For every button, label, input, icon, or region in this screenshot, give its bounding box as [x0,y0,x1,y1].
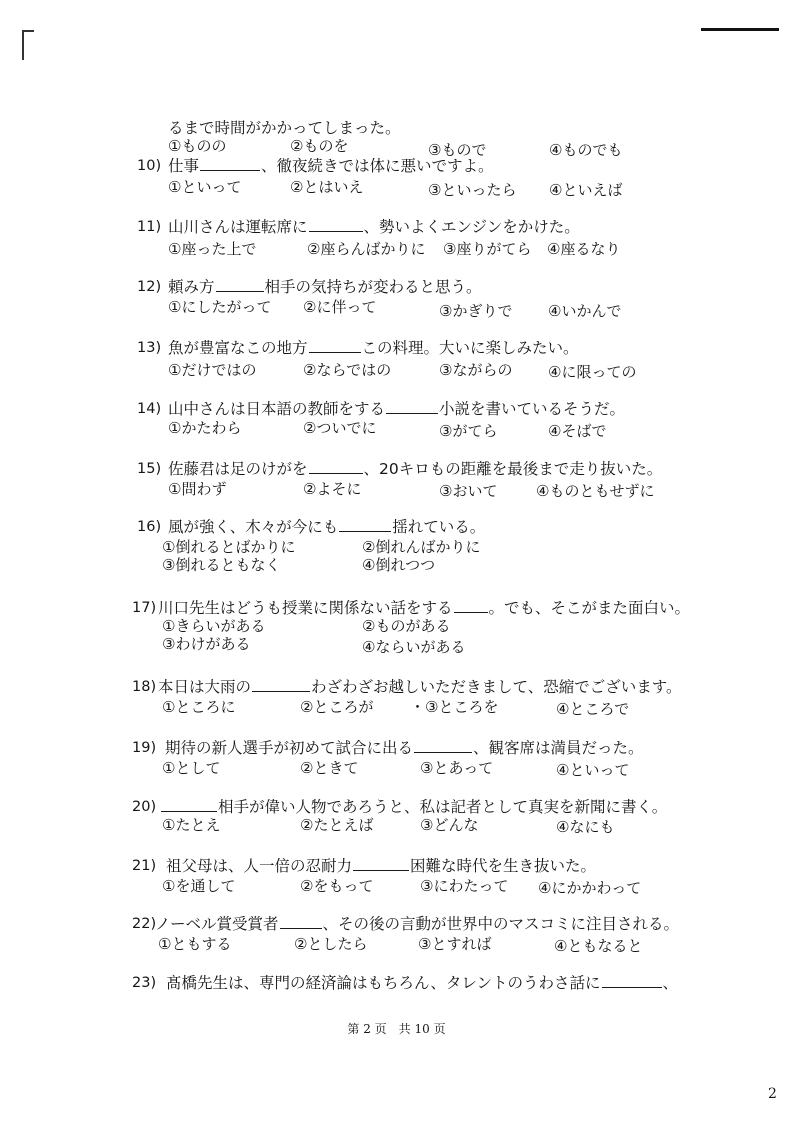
option-2: ②とはいえ [290,178,364,196]
question-stem: 山川さんは運転席に 、勢いよくエンジンをかけた。 [168,218,580,236]
answer-blank [216,277,264,292]
page-footer: 第 2 页 共 10 页 [347,1022,446,1036]
option-1: ①座った上で [168,240,257,258]
question-number: 13) [137,340,162,356]
question-stem: 風が強く、木々が今にも 揺れている。 [168,518,486,536]
option-3: ③にわたって [420,877,509,895]
question-number: 16) [137,519,162,535]
option-2: ②ときて [300,759,359,777]
question-stem: 頼み方 相手の気持ちが変わると思う。 [168,278,482,296]
question-number: 14) [137,401,162,417]
option-1: ①として [162,759,221,777]
answer-blank [280,914,322,929]
question-number: 23) [132,975,157,991]
question-stem: 魚が豊富なこの地方 この料理。大いに楽しみたい。 [168,339,579,357]
option-4: ④ならいがある [362,638,466,656]
question-number: 17) [132,600,157,616]
answer-blank [339,517,391,532]
option-3: ③おいて [439,482,498,500]
option-4: ④に限っての [548,363,637,381]
question-stem: 山中さんは日本語の教師をする 小説を書いているそうだ。 [168,400,626,418]
option-3: ③座りがてら [443,240,532,258]
option-4: ④ものともせずに [536,482,655,500]
option-3: ③といったら [428,181,517,199]
option-1: ①といって [168,178,242,196]
option-2: ②に伴って [303,298,377,316]
question-number: 21) [132,858,157,874]
option-2: ②ものを [290,137,349,155]
option-3: ③とあって [420,759,494,777]
question-stem: 仕事 、徹夜続きでは体に悪いですよ。 [168,157,494,175]
question-stem: ノーベル賞受賞者 、その後の言動が世界中のマスコミに注目される。 [155,915,680,933]
option-2: ②よそに [303,480,362,498]
question-stem: 本日は大雨の わざわざお越しいただきまして、恐縮でございます。 [158,678,682,696]
header-rule [701,28,779,31]
option-4: ④そばで [548,422,607,440]
question-number: 10) [137,158,162,174]
answer-blank [309,459,363,474]
answer-blank [309,217,363,232]
option-1: ①たとえ [162,816,221,834]
answer-blank [454,598,488,613]
option-2: ②ものがある [362,617,451,635]
answer-blank [414,738,472,753]
option-2: ②ところが [300,698,374,716]
answer-blank [353,856,409,871]
option-3: ③がてら [439,422,498,440]
question-number: 11) [137,219,162,235]
option-1: ①を通して [162,877,236,895]
question-number: 19) [132,740,157,756]
option-3: ③かぎりで [439,302,513,320]
option-1: ①倒れるとばかりに [162,538,296,556]
option-3: ③倒れるともなく [162,556,281,574]
option-3: ③もので [428,141,487,159]
option-1: ①にしたがって [168,298,272,316]
option-2: ②たとえば [300,816,374,834]
option-2: ②ならではの [303,361,392,379]
question-stem: 髙橋先生は、専門の経済論はもちろん、タレントのうわさ話に 、 [166,974,679,992]
question-stem: 川口先生はどうも授業に関係ない話をする 。でも、そこがまた面白い。 [158,599,691,617]
question-stem: 佐藤君は足のけがを 、20キロもの距離を最後まで走り抜いた。 [168,460,663,478]
option-3: ③とすれば [418,935,492,953]
answer-blank [200,156,260,171]
question-stem: 期待の新人選手が初めて試合に出る 、観客席は満員だった。 [165,739,644,757]
corner-page-number: 2 [768,1086,777,1102]
option-4: ④ところで [556,700,630,718]
option-3: ③どんな [420,816,479,834]
question-number: 18) [132,679,157,695]
option-2: ②倒れんばかりに [362,538,481,556]
crop-mark [22,30,24,60]
question-stem: 祖父母は、人一倍の忍耐力 困難な時代を生き抜いた。 [166,857,597,875]
answer-blank [386,399,438,414]
option-1: ①ともする [158,935,232,953]
option-2: ②をもって [300,877,374,895]
option-4: ④倒れつつ [362,556,436,574]
option-1: ①かたわら [168,419,242,437]
option-3: ・③ところを [410,698,499,716]
option-2: ②ついでに [303,419,377,437]
answer-blank [309,338,361,353]
question-stem: るまで時間がかかってしまった。 [168,119,401,137]
option-4: ④いかんで [548,302,622,320]
answer-blank [602,973,662,988]
question-number: 12) [137,279,162,295]
answer-blank [252,677,310,692]
option-4: ④ものでも [549,141,623,159]
question-number: 22) [132,916,157,932]
option-1: ①だけではの [168,361,257,379]
option-1: ①ところに [162,698,236,716]
option-4: ④なにも [556,818,615,836]
option-4: ④といえば [549,181,623,199]
option-4: ④にかかわって [538,879,642,897]
option-1: ①ものの [168,137,227,155]
option-1: ①問わず [168,480,227,498]
question-number: 20) [132,799,157,815]
option-4: ④ともなると [554,937,643,955]
option-4: ④といって [556,761,630,779]
option-4: ④座るなり [547,240,621,258]
option-2: ②座らんばかりに [307,240,426,258]
option-1: ①きらいがある [162,617,266,635]
question-stem: 相手が偉い人物であろうと、私は記者として真実を新聞に書く。 [160,797,667,817]
option-2: ②としたら [294,935,368,953]
option-3: ③ながらの [439,361,513,379]
question-number: 15) [137,461,162,477]
answer-blank [161,797,217,812]
option-3: ③わけがある [162,635,251,653]
